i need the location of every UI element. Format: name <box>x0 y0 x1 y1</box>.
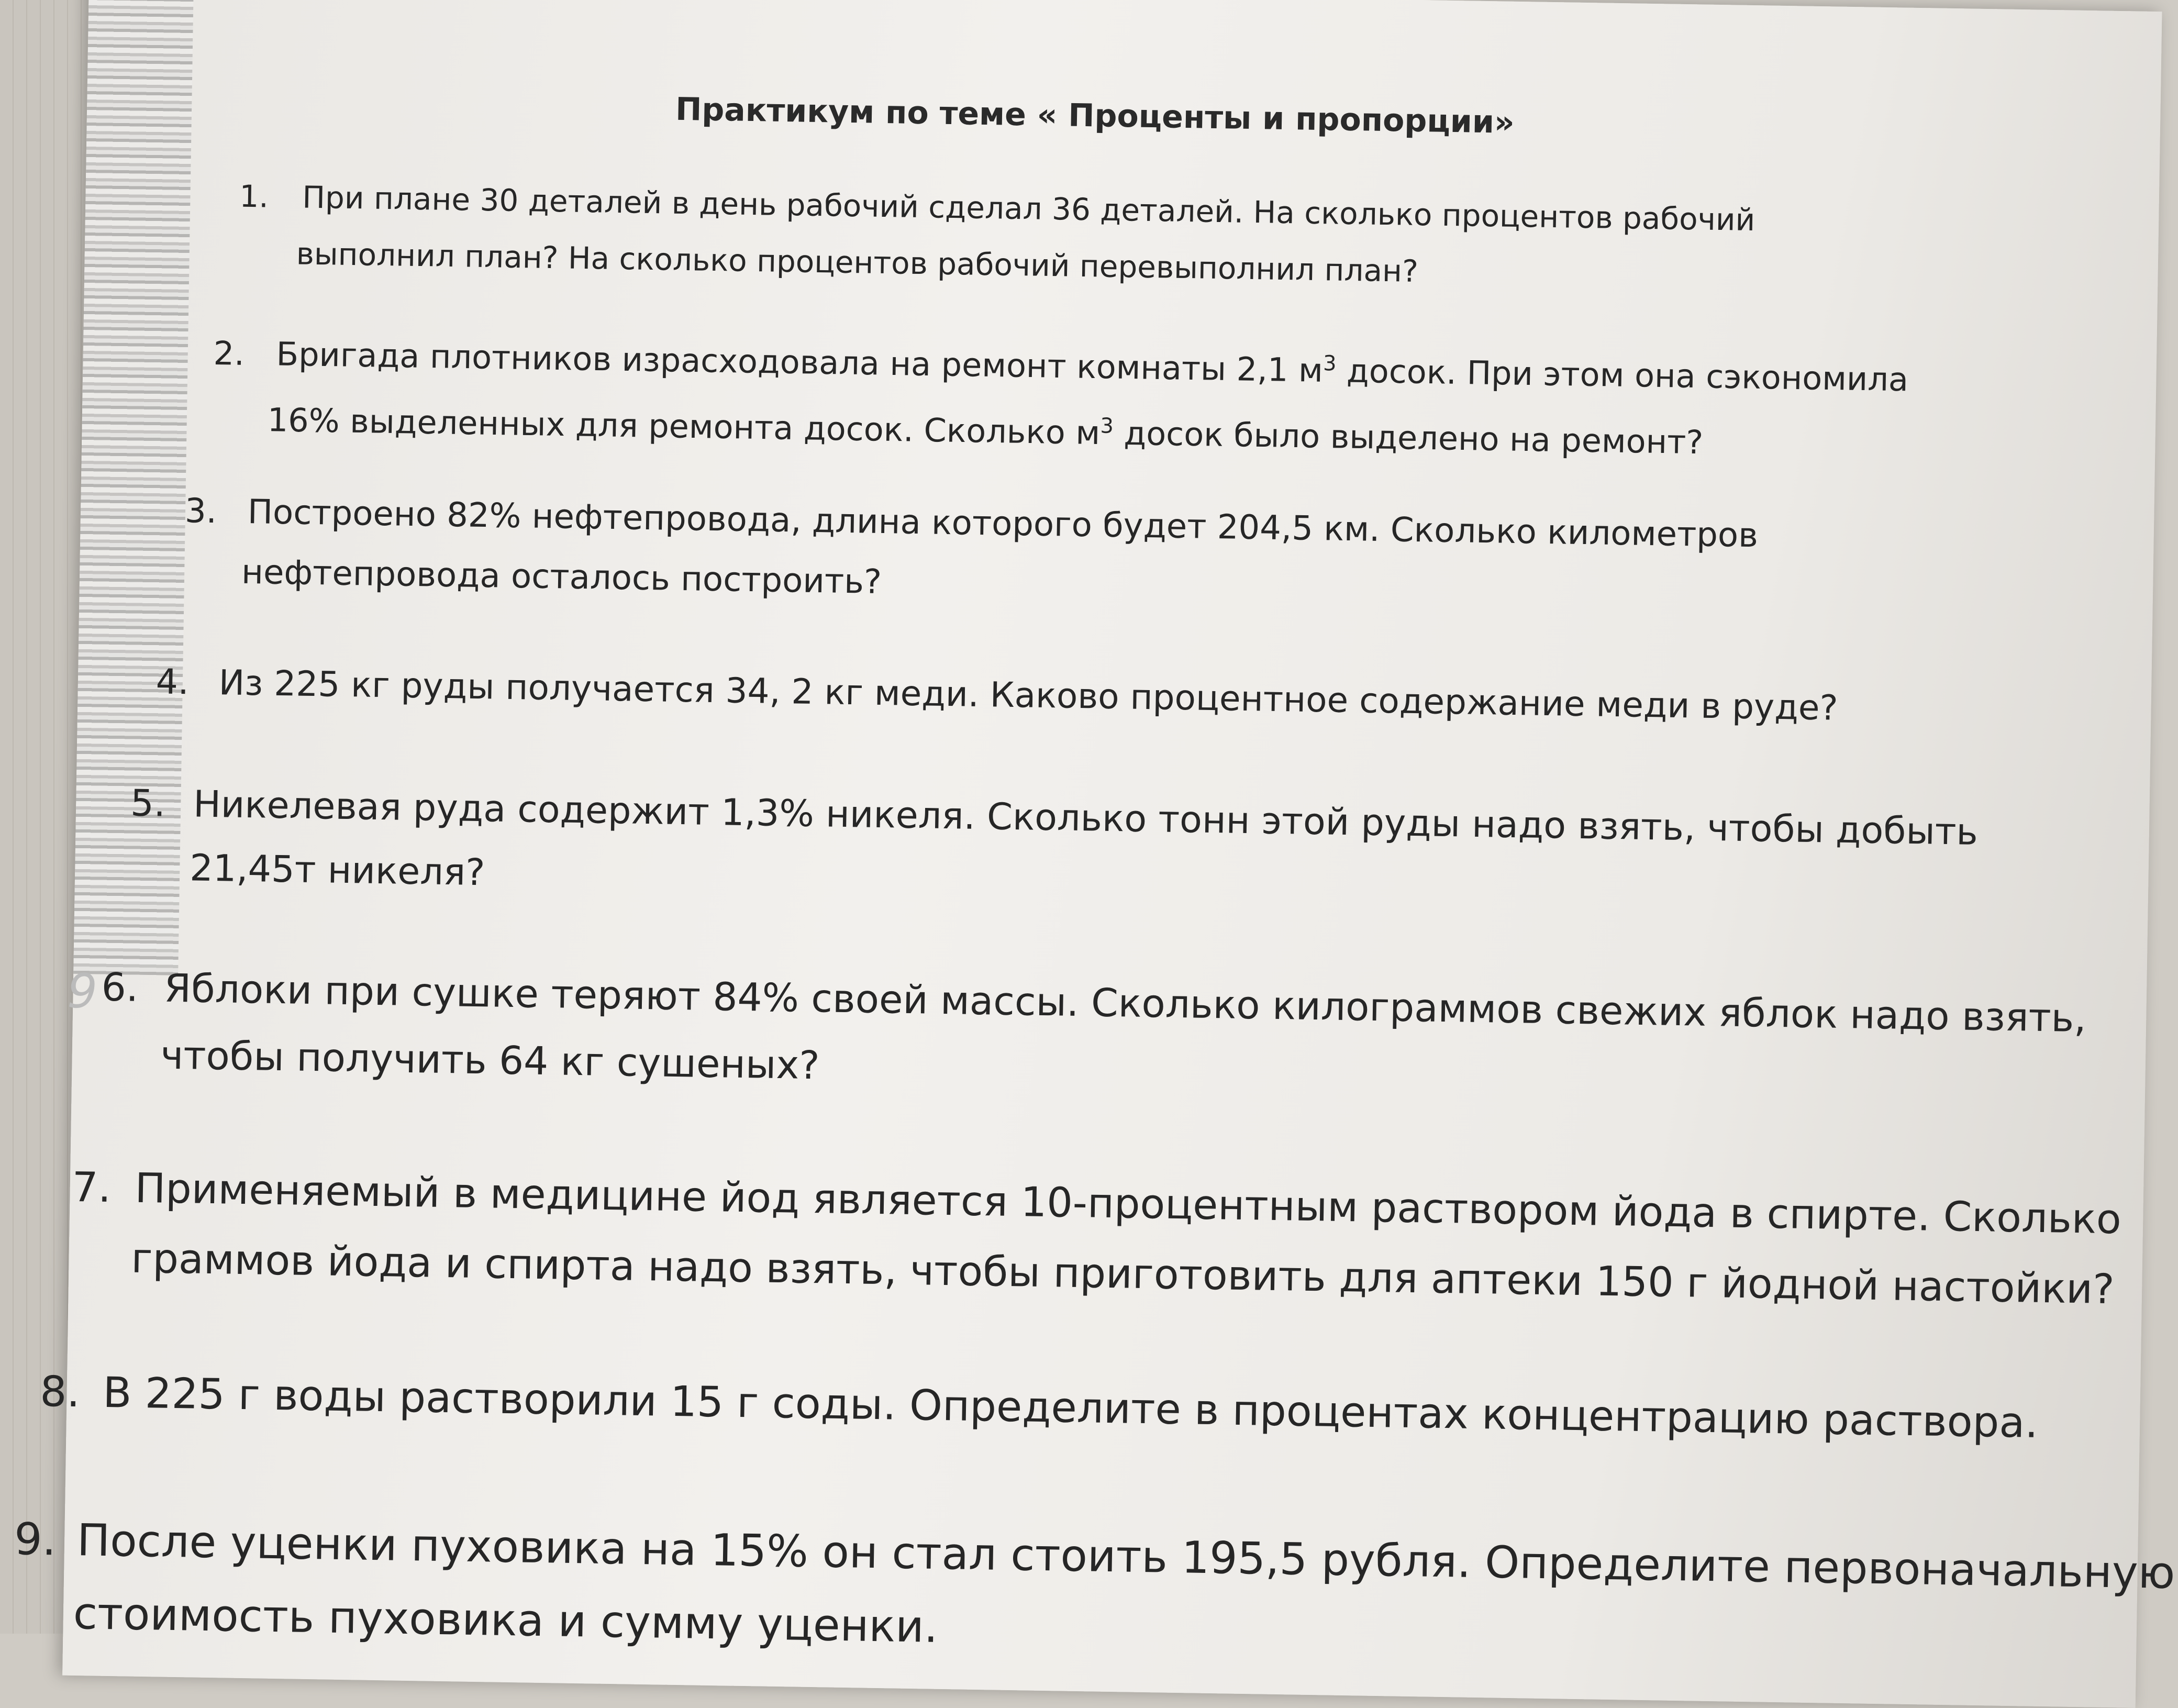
superscript: 3 <box>1323 351 1337 376</box>
task-text: Яблоки при сушке теряют 84% своей массы. Сколько килограммов свежих яблок надо взять, <box>164 966 2087 1041</box>
task-7 <box>71 1152 2122 1325</box>
task-number: 8. <box>39 1367 81 1417</box>
task-text-cont: досок было выделено на ремонт? <box>1113 414 1704 461</box>
task-text-cont: нефтепровода осталось построить? <box>241 552 882 602</box>
task-text: Из 225 кг руды получается 34, 2 кг меди. Каково процентное содержание меди в руде? <box>218 662 1839 728</box>
task-text: Бригада плотников израсходовала на ремонт комнаты 2,1 м <box>276 335 1324 390</box>
task-text: Никелевая руда содержит 1,3% никеля. Сколько тонн этой руды надо взять, чтобы добыть <box>193 782 1979 853</box>
task-text-cont: граммов йода и спирта надо взять, чтобы приготовить для аптеки 150 г йодной настойки? <box>130 1235 2115 1314</box>
task-text-cont: чтобы получить 64 кг сушеных? <box>160 1033 820 1089</box>
task-text-cont: 16% выделенных для ремонта досок. Сколько м <box>267 400 1101 452</box>
task-8 <box>40 1356 2039 1459</box>
task-number: 7. <box>72 1163 112 1212</box>
task-3 <box>183 481 1758 626</box>
task-number: 5. <box>130 781 166 825</box>
page-title: Практикум по теме « Проценты и пропорции» <box>675 91 1515 141</box>
task-text: досок. При этом она сэкономила <box>1336 351 1909 399</box>
task-text: В 225 г воды растворили 15 г соды. Определите в процентах концентрацию раствора. <box>102 1368 2039 1447</box>
task-number: 4. <box>155 661 190 703</box>
task-number: 3. <box>184 492 217 531</box>
task-text: При плане 30 деталей в день рабочий сделал 36 деталей. На сколько процентов рабочий <box>302 179 1755 238</box>
task-number: 2. <box>213 334 245 373</box>
task-text: После уценки пуховика на 15% он стал стоить 195,5 рубля. Определите первоначальную <box>76 1514 2176 1599</box>
task-1 <box>238 168 1755 305</box>
task-text: Построено 82% нефтепровода, длина которого будет 204,5 км. Сколько километров <box>247 492 1759 556</box>
task-6 <box>100 954 2087 1119</box>
task-number: 6. <box>101 964 139 1011</box>
task-text-cont: 21,45т никеля? <box>189 846 485 894</box>
task-text: Применяемый в медицине йод является 10-процентным раствором йода в спирте. Сколько <box>134 1164 2122 1244</box>
task-4 <box>155 651 1838 739</box>
task-text-cont: стоимость пуховика и сумму уценки. <box>73 1587 939 1652</box>
task-2 <box>212 317 1909 475</box>
task-number: 9. <box>14 1513 57 1566</box>
task-text-cont: выполнил план? На сколько процентов рабочий перевыполнил план? <box>296 236 1419 290</box>
task-number: 1. <box>239 178 269 215</box>
pencil-mark: 9 <box>66 963 98 1019</box>
task-5 <box>129 771 1978 928</box>
superscript: 3 <box>1100 414 1114 438</box>
